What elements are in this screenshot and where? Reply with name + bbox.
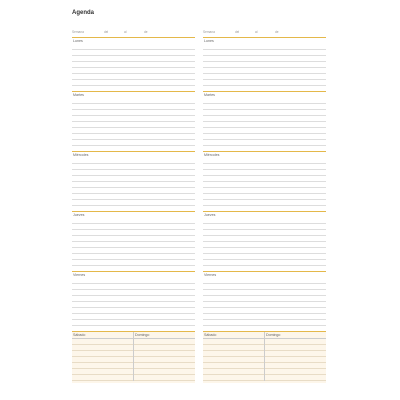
day-block-monday[interactable] <box>203 38 326 91</box>
day-label: Jueves <box>204 213 216 217</box>
day-block-wednesday[interactable] <box>203 152 326 211</box>
day-block-tuesday[interactable] <box>203 92 326 151</box>
day-block-monday[interactable] <box>72 38 195 91</box>
of-label: de <box>144 30 148 34</box>
from-label: del <box>104 30 109 34</box>
day-block-friday[interactable] <box>203 272 326 331</box>
weekend-block[interactable] <box>203 332 326 383</box>
week-column-right <box>203 29 326 383</box>
weekend-block[interactable] <box>72 332 195 383</box>
week-label: Semana <box>72 30 84 34</box>
sunday-label: Domingo <box>133 332 195 338</box>
day-label: Viernes <box>73 273 86 277</box>
day-label: Lunes <box>73 39 83 43</box>
day-label: Martes <box>73 93 84 97</box>
week-header <box>203 29 326 37</box>
of-label: de <box>275 30 279 34</box>
page-title: Agenda <box>72 10 95 16</box>
week-label: Semana <box>203 30 215 34</box>
day-block-friday[interactable] <box>72 272 195 331</box>
week-column-left <box>72 29 195 383</box>
to-label: al <box>255 30 258 34</box>
to-label: al <box>124 30 127 34</box>
saturday-label: Sábado <box>73 333 86 337</box>
day-block-thursday[interactable] <box>72 212 195 271</box>
day-label: Martes <box>204 93 215 97</box>
day-label: Viernes <box>204 273 217 277</box>
saturday-label: Sábado <box>204 333 217 337</box>
sunday-label: Domingo <box>264 332 326 338</box>
from-label: del <box>235 30 240 34</box>
day-label: Lunes <box>204 39 214 43</box>
day-label: Jueves <box>73 213 85 217</box>
week-header <box>72 29 195 37</box>
day-label: Miércoles <box>73 153 89 157</box>
day-label: Miércoles <box>204 153 220 157</box>
day-block-tuesday[interactable] <box>72 92 195 151</box>
day-block-thursday[interactable] <box>203 212 326 271</box>
day-block-wednesday[interactable] <box>72 152 195 211</box>
